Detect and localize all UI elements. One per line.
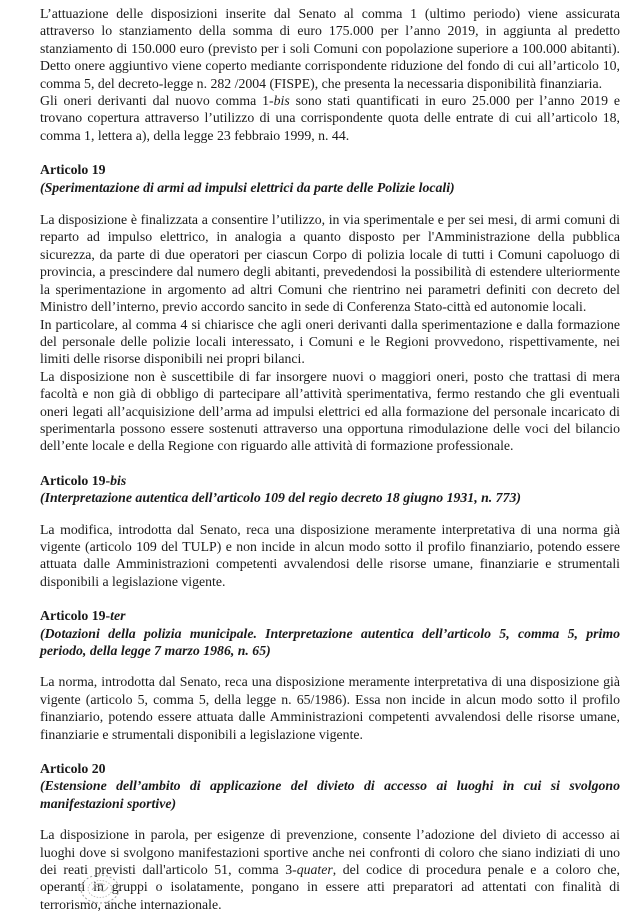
article-20-p1-text-a: La disposizione in parola, per esigenze di prevenzione, consente l’adozione del divieto di accesso ai luoghi dove si svolgono manifestazioni sportive anche nei confronti di coloro che siano indiziati di uno dei reati previsti dall'articolo 51, comma 3- <box>40 827 620 878</box>
article-19-section <box>40 161 620 455</box>
intro-p2-bis: bis <box>273 93 290 109</box>
spacer <box>40 812 620 826</box>
intro-paragraph-2 <box>40 92 620 144</box>
article-19-paragraph-1: La disposizione è finalizzata a consentire l’utilizzo, in via sperimentale e per sei mesi, di armi comuni di reparto ad impulso elettrico, in analogia a quanto disposto per l'Amministrazione della pubblica sicurezza, da parte di due operatori per ciascun Corpo di polizia locale di tutti i Comuni capoluogo di provincia, a prescindere dal numero degli abitanti, prevedendosi la possibilità di estendere ulteriormente la sperimentazione in argomento ad altri Comuni che rientrino nei parametri definiti con decreto del Ministro dell’interno, previo accordo sancito in sede di Conferenza Stato-città ed autonomie locali. <box>40 212 620 315</box>
document-page <box>40 5 620 913</box>
article-19-bis-subtitle: (Interpretazione autentica dell’articolo 109 del regio decreto 18 giugno 1931, n. 773) <box>40 490 521 506</box>
official-seal-icon <box>78 872 122 906</box>
article-19-bis-title-a: Articolo 19- <box>40 472 111 488</box>
article-19-ter-subtitle: (Dotazioni della polizia municipale. Interpretazione autentica dell’articolo 5, comma 5, primo periodo, della legge 7 marzo 1986, n. 65) <box>40 625 620 658</box>
article-19-title: Articolo 19 <box>40 162 106 178</box>
spacer <box>40 144 620 161</box>
spacer <box>40 196 620 211</box>
article-19-ter-paragraph-1: La norma, introdotta dal Senato, reca una disposizione meramente interpretativa di una disposizione già vigente (articolo 5, comma 5, della legge n. 65/1986). Essa non incide in alcun modo sotto il profilo finanziario, potendo essere attuata dalle Amministrazioni competenti avvalendosi delle risorse umane, finanziarie e strumentali disponibili a legislazione vigente. <box>40 674 620 742</box>
article-19-paragraph-2: In particolare, al comma 4 si chiarisce che agli oneri derivanti dalla sperimentazione e dalla formazione del personale delle polizie locali interessato, i Comuni e le Regioni provvedono, rispettivamente, nei limiti delle risorse disponibili nei propri bilanci. <box>40 316 620 367</box>
article-20-p1-text-b: , del codice di procedura penale e a coloro che, operanti in gruppi o isolatamente, pongano in essere atti preparatori ad attentati con finalità di terrorismo, anche internazionale. <box>40 862 620 912</box>
article-19-subtitle: (Sperimentazione di armi ad impulsi elettrici da parte delle Polizie locali) <box>40 179 455 195</box>
article-19-paragraph-3: La disposizione non è suscettibile di far insorgere nuovi o maggiori oneri, posto che trattasi di mera facoltà e non già di obbligo di partecipare all’attività sperimentativa, fermo restando che gli eventuali oneri legati all’acquisizione dell’arma ad impulsi elettrici ed alla formazione del personale incaricato di sperimentarla possono essere sostenuti attraverso una opportuna rimodulazione delle voci del bilancio dell’ente locale e della Regione con riguardo alle attività di formazione professionale. <box>40 368 620 454</box>
spacer <box>40 590 620 607</box>
article-19-ter-title-b: ter <box>110 608 126 624</box>
article-19-bis-paragraph-1: La modifica, introdotta dal Senato, reca una disposizione meramente interpretativa di una norma già vigente (articolo 109 del TULP) e non incide in alcun modo sotto il profilo finanziario, potendo essere attuata dalle Amministrazioni competenti avvalendosi delle risorse umane, finanziarie e strumentali disponibili a legislazione vigente. <box>40 521 620 589</box>
spacer <box>40 743 620 760</box>
article-20-section <box>40 760 620 913</box>
article-19-bis-section <box>40 472 620 590</box>
article-19-ter-title-a: Articolo 19- <box>40 608 111 624</box>
article-19-ter-section <box>40 607 620 743</box>
article-20-p1-quater: quater <box>296 862 333 878</box>
intro-section <box>40 5 620 144</box>
article-20-title: Articolo 20 <box>40 761 106 777</box>
article-19-bis-title <box>40 472 620 489</box>
article-20-paragraph-1 <box>40 826 620 913</box>
intro-paragraph-1: L’attuazione delle disposizioni inserite dal Senato al comma 1 (ultimo periodo) viene assicurata attraverso lo stanziamento della somma di euro 175.000 per l’anno 2019, in aggiunta al predetto stanziamento di 150.000 euro (previsto per i soli Comuni con popolazione superiore a 100.000 abitanti). Detto onere aggiuntivo viene coperto mediante corrispondente riduzione del fondo di cui all’articolo 10, comma 5, del decreto-legge n. 282 /2004 (FISPE), che presenta la necessaria disponibilità finanziaria. <box>40 6 620 91</box>
spacer <box>40 455 620 472</box>
article-19-bis-title-b: bis <box>110 472 127 488</box>
intro-p2-text-b: sono stati quantificati in euro 25.000 per l’anno 2019 e trovano copertura attraverso l’utilizzo di una corrispondente quota delle entrate di cui all’articolo 18, comma 1, lettera a), della legge 23 febbraio 1999, n. 44. <box>40 93 620 143</box>
spacer <box>40 507 620 521</box>
intro-p2-text-a: Gli oneri derivanti dal nuovo comma 1- <box>40 93 274 109</box>
article-19-ter-title <box>40 607 620 624</box>
article-20-subtitle: (Estensione dell’ambito di applicazione del divieto di accesso ai luoghi in cui si svolgono manifestazioni sportive) <box>40 778 620 811</box>
spacer <box>40 659 620 673</box>
